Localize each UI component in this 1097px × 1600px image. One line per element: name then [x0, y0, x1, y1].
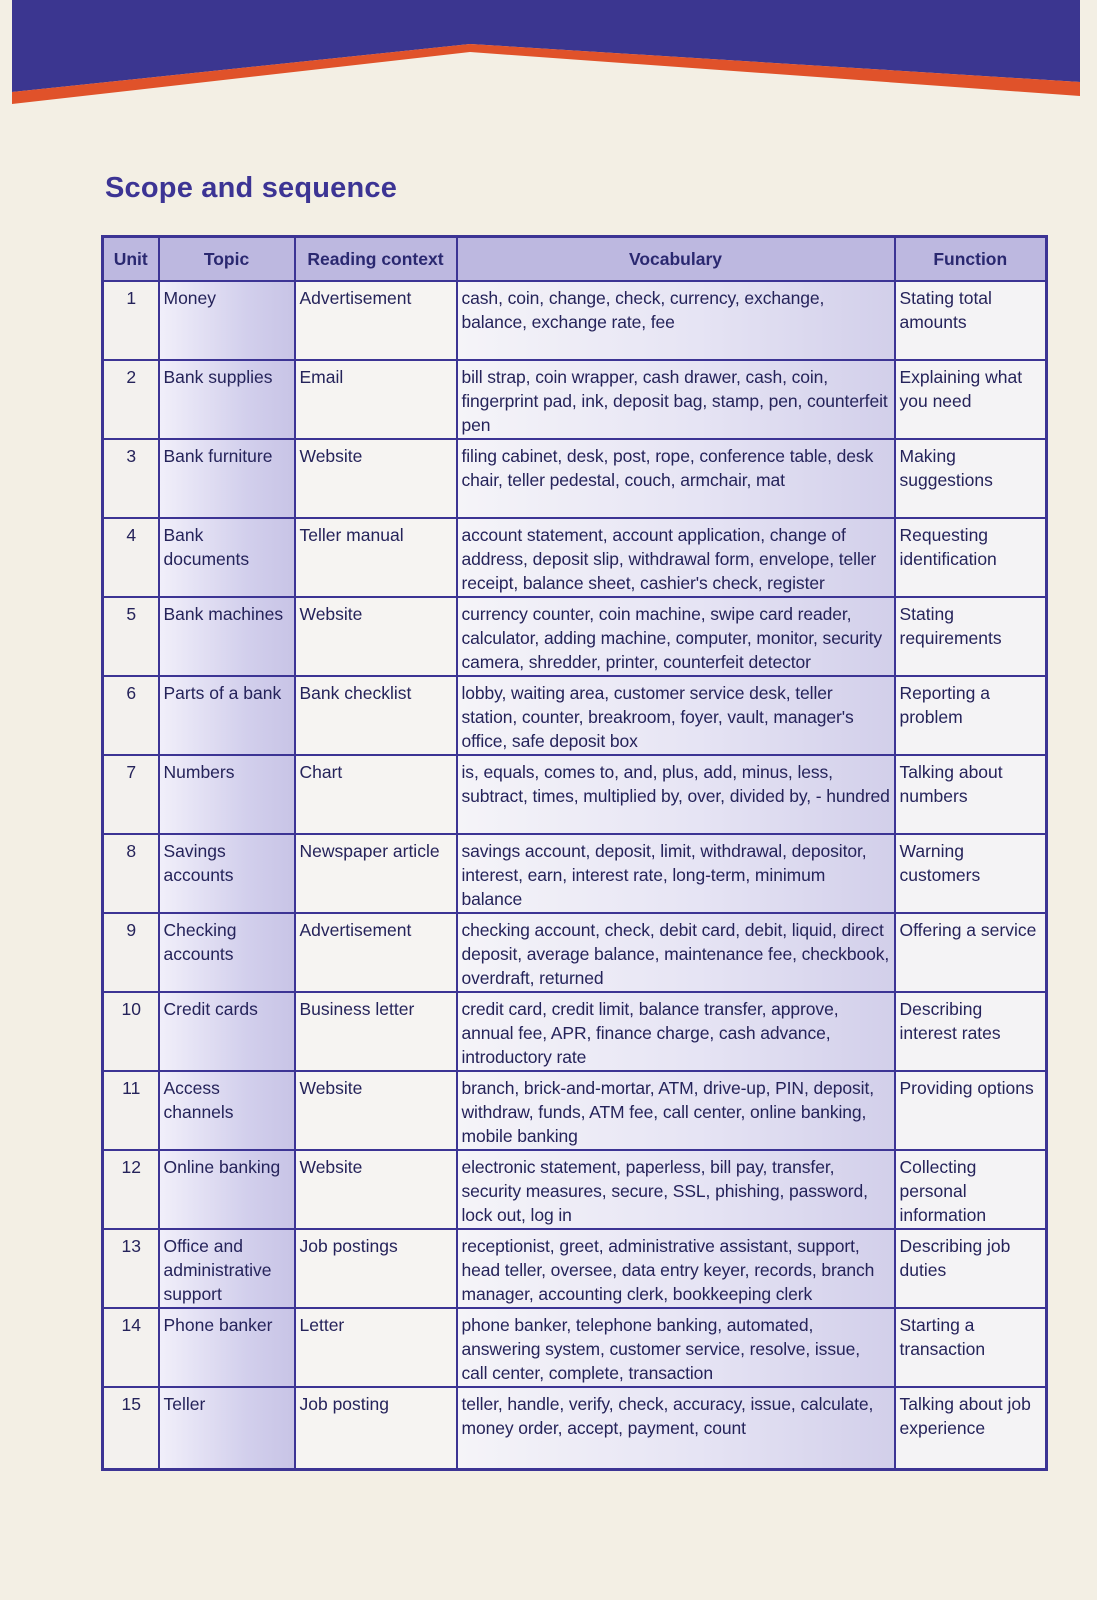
topic-cell: Money	[159, 281, 295, 360]
function-cell: Describing interest rates	[895, 992, 1047, 1071]
table-row	[103, 1071, 1047, 1150]
function-cell: Providing options	[895, 1071, 1047, 1150]
topic-cell: Access channels	[159, 1071, 295, 1150]
table-header-row	[103, 237, 1047, 282]
reading-context-cell: Website	[295, 597, 457, 676]
table-row	[103, 597, 1047, 676]
vocabulary-cell: phone banker, telephone banking, automated, answering system, customer service, resolve, issue, call center, complete, transaction	[457, 1308, 895, 1387]
unit-cell: 11	[103, 1071, 159, 1150]
vocabulary-cell: cash, coin, change, check, currency, exchange, balance, exchange rate, fee	[457, 281, 895, 360]
unit-cell: 9	[103, 913, 159, 992]
topic-cell: Numbers	[159, 755, 295, 834]
table-row	[103, 834, 1047, 913]
reading-context-cell: Job postings	[295, 1229, 457, 1308]
unit-cell: 15	[103, 1387, 159, 1469]
vocabulary-cell: electronic statement, paperless, bill pay, transfer, security measures, secure, SSL, phishing, password, lock out, log in	[457, 1150, 895, 1229]
unit-cell: 6	[103, 676, 159, 755]
unit-cell: 5	[103, 597, 159, 676]
unit-cell: 14	[103, 1308, 159, 1387]
unit-cell: 1	[103, 281, 159, 360]
function-cell: Talking about job experience	[895, 1387, 1047, 1469]
function-cell: Explaining what you need	[895, 360, 1047, 439]
vocabulary-cell: checking account, check, debit card, debit, liquid, direct deposit, average balance, maintenance fee, checkbook, overdraft, returned	[457, 913, 895, 992]
topic-cell: Online banking	[159, 1150, 295, 1229]
header-vocabulary: Vocabulary	[457, 237, 895, 282]
topic-cell: Office and administrative support	[159, 1229, 295, 1308]
topic-cell: Bank machines	[159, 597, 295, 676]
function-cell: Requesting identification	[895, 518, 1047, 597]
unit-cell: 12	[103, 1150, 159, 1229]
table-row	[103, 518, 1047, 597]
header-reading-context: Reading context	[295, 237, 457, 282]
vocabulary-cell: savings account, deposit, limit, withdrawal, depositor, interest, earn, interest rate, long-term, minimum balance	[457, 834, 895, 913]
table-row	[103, 913, 1047, 992]
topic-cell: Teller	[159, 1387, 295, 1469]
function-cell: Starting a transaction	[895, 1308, 1047, 1387]
topic-cell: Checking accounts	[159, 913, 295, 992]
table-row	[103, 755, 1047, 834]
table-row	[103, 439, 1047, 518]
header-function: Function	[895, 237, 1047, 282]
topic-cell: Savings accounts	[159, 834, 295, 913]
reading-context-cell: Job posting	[295, 1387, 457, 1469]
vocabulary-cell: is, equals, comes to, and, plus, add, minus, less, subtract, times, multiplied by, over, divided by, - hundred	[457, 755, 895, 834]
vocabulary-cell: lobby, waiting area, customer service desk, teller station, counter, breakroom, foyer, vault, manager's office, safe deposit box	[457, 676, 895, 755]
vocabulary-cell: teller, handle, verify, check, accuracy, issue, calculate, money order, accept, payment, count	[457, 1387, 895, 1469]
table-row	[103, 360, 1047, 439]
reading-context-cell: Advertisement	[295, 913, 457, 992]
reading-context-cell: Website	[295, 1150, 457, 1229]
reading-context-cell: Website	[295, 1071, 457, 1150]
reading-context-cell: Business letter	[295, 992, 457, 1071]
header-band	[0, 0, 1097, 110]
function-cell: Making suggestions	[895, 439, 1047, 518]
topic-cell: Credit cards	[159, 992, 295, 1071]
topic-cell: Parts of a bank	[159, 676, 295, 755]
function-cell: Reporting a problem	[895, 676, 1047, 755]
unit-cell: 4	[103, 518, 159, 597]
topic-cell: Bank furniture	[159, 439, 295, 518]
table-row	[103, 676, 1047, 755]
table-row	[103, 281, 1047, 360]
topic-cell: Bank documents	[159, 518, 295, 597]
reading-context-cell: Chart	[295, 755, 457, 834]
reading-context-cell: Newspaper article	[295, 834, 457, 913]
unit-cell: 13	[103, 1229, 159, 1308]
vocabulary-cell: bill strap, coin wrapper, cash drawer, cash, coin, fingerprint pad, ink, deposit bag, stamp, pen, counterfeit pen	[457, 360, 895, 439]
scope-table	[101, 235, 1048, 1471]
function-cell: Collecting personal information	[895, 1150, 1047, 1229]
reading-context-cell: Email	[295, 360, 457, 439]
function-cell: Stating requirements	[895, 597, 1047, 676]
header-unit: Unit	[103, 237, 159, 282]
reading-context-cell: Website	[295, 439, 457, 518]
function-cell: Stating total amounts	[895, 281, 1047, 360]
unit-cell: 3	[103, 439, 159, 518]
unit-cell: 2	[103, 360, 159, 439]
table-row	[103, 992, 1047, 1071]
unit-cell: 8	[103, 834, 159, 913]
vocabulary-cell: branch, brick-and-mortar, ATM, drive-up, PIN, deposit, withdraw, funds, ATM fee, call center, online banking, mobile banking	[457, 1071, 895, 1150]
vocabulary-cell: filing cabinet, desk, post, rope, conference table, desk chair, teller pedestal, couch, armchair, mat	[457, 439, 895, 518]
vocabulary-cell: credit card, credit limit, balance transfer, approve, annual fee, APR, finance charge, cash advance, introductory rate	[457, 992, 895, 1071]
function-cell: Warning customers	[895, 834, 1047, 913]
reading-context-cell: Bank checklist	[295, 676, 457, 755]
reading-context-cell: Teller manual	[295, 518, 457, 597]
page-title: Scope and sequence	[105, 172, 398, 204]
reading-context-cell: Letter	[295, 1308, 457, 1387]
table-row	[103, 1387, 1047, 1469]
vocabulary-cell: account statement, account application, change of address, deposit slip, withdrawal form, envelope, teller receipt, balance sheet, cashier's check, register	[457, 518, 895, 597]
function-cell: Describing job duties	[895, 1229, 1047, 1308]
vocabulary-cell: currency counter, coin machine, swipe card reader, calculator, adding machine, computer, monitor, security camera, shredder, printer, counterfeit detector	[457, 597, 895, 676]
table-row	[103, 1229, 1047, 1308]
vocabulary-cell: receptionist, greet, administrative assistant, support, head teller, oversee, data entry keyer, records, branch manager, accounting clerk, bookkeeping clerk	[457, 1229, 895, 1308]
unit-cell: 10	[103, 992, 159, 1071]
table-row	[103, 1150, 1047, 1229]
header-topic: Topic	[159, 237, 295, 282]
function-cell: Offering a service	[895, 913, 1047, 992]
topic-cell: Phone banker	[159, 1308, 295, 1387]
reading-context-cell: Advertisement	[295, 281, 457, 360]
table-row	[103, 1308, 1047, 1387]
unit-cell: 7	[103, 755, 159, 834]
topic-cell: Bank supplies	[159, 360, 295, 439]
function-cell: Talking about numbers	[895, 755, 1047, 834]
